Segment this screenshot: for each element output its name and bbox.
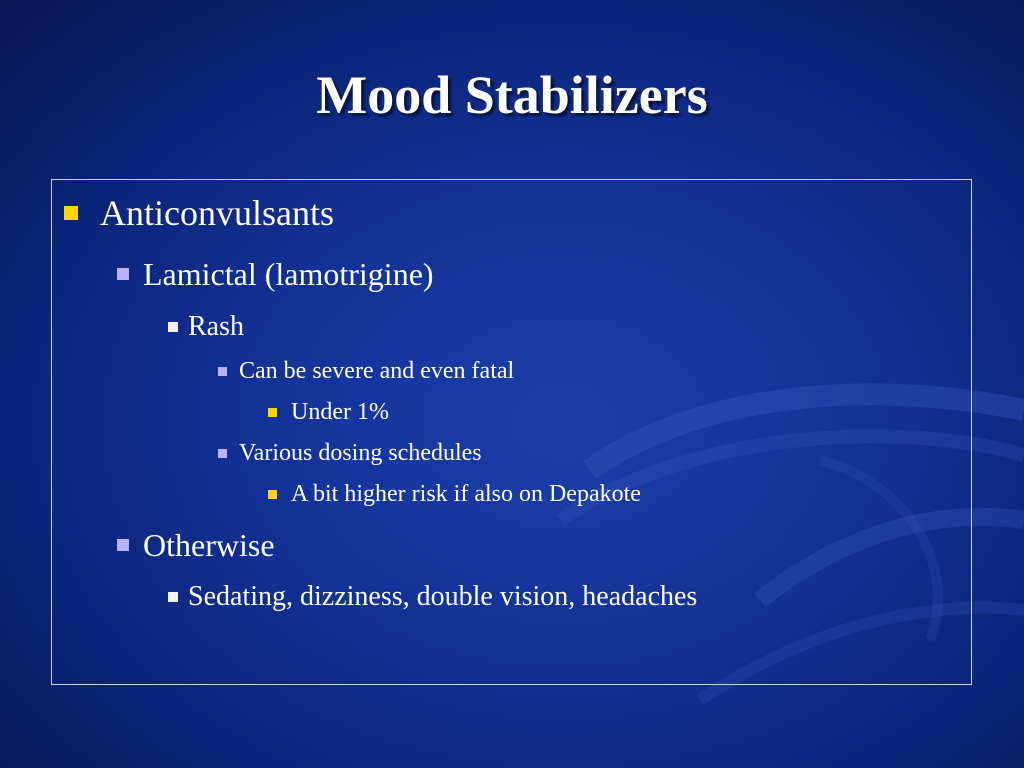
slide-title: Mood Stabilizers xyxy=(316,65,708,125)
square-bullet-icon xyxy=(218,449,227,458)
bullet-item xyxy=(64,191,334,235)
bullet-item xyxy=(268,396,389,428)
bullet-item xyxy=(168,309,244,345)
bullet-item xyxy=(117,254,434,294)
square-bullet-icon xyxy=(168,592,178,602)
bullet-item xyxy=(268,478,641,510)
square-bullet-icon xyxy=(64,206,78,220)
bullet-text: Rash xyxy=(188,311,244,342)
square-bullet-icon xyxy=(268,490,277,499)
bullet-text: Various dosing schedules xyxy=(239,439,482,466)
square-bullet-icon xyxy=(268,408,277,417)
bullet-text: Lamictal (lamotrigine) xyxy=(143,255,434,292)
square-bullet-icon xyxy=(218,367,227,376)
bullet-text: Under 1% xyxy=(291,398,389,425)
bullet-item xyxy=(168,579,697,615)
bullet-item xyxy=(117,525,275,565)
bullet-text: Anticonvulsants xyxy=(100,193,334,233)
bullet-item xyxy=(218,437,482,469)
bullet-text: Otherwise xyxy=(143,526,275,563)
bullet-text: Can be severe and even fatal xyxy=(239,357,515,384)
bullet-item xyxy=(218,355,514,387)
square-bullet-icon xyxy=(117,268,129,280)
square-bullet-icon xyxy=(117,539,129,551)
bullet-text: Sedating, dizziness, double vision, headaches xyxy=(188,581,698,612)
square-bullet-icon xyxy=(168,322,178,332)
bullet-text: A bit higher risk if also on Depakote xyxy=(291,480,641,507)
